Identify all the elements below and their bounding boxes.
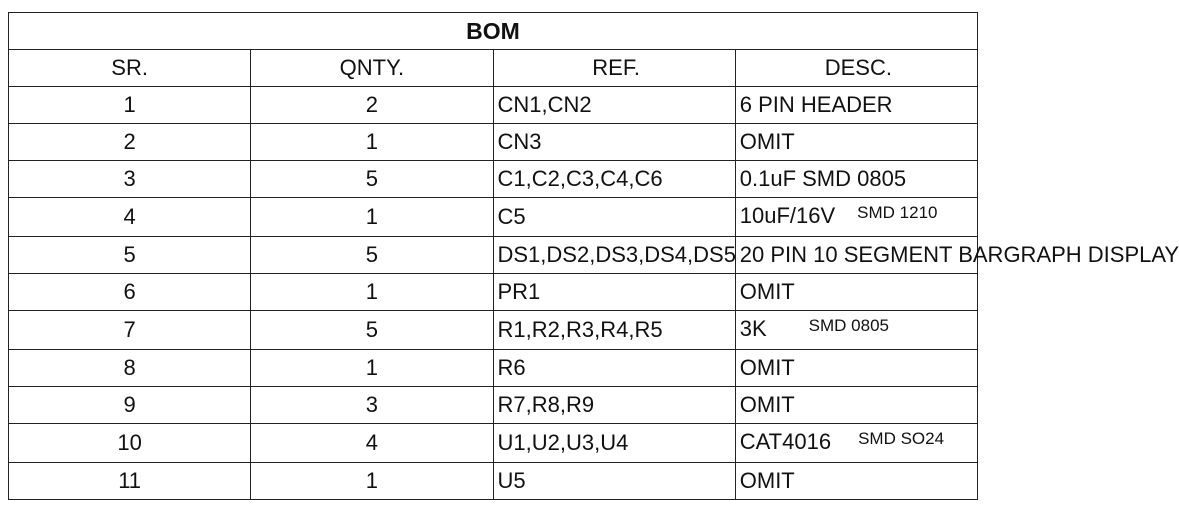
cell-sr: 6 — [9, 274, 251, 311]
cell-ref: DS1,DS2,DS3,DS4,DS5 — [493, 237, 735, 274]
cell-qty: 1 — [251, 463, 493, 500]
table-row — [9, 311, 978, 350]
cell-qty: 5 — [251, 161, 493, 198]
table-row — [9, 124, 978, 161]
table-row — [9, 387, 978, 424]
cell-ref: CN1,CN2 — [493, 87, 735, 124]
cell-ref: U1,U2,U3,U4 — [493, 424, 735, 463]
cell-desc — [735, 161, 977, 198]
bom-table — [8, 12, 1179, 500]
cell-sr: 4 — [9, 198, 251, 237]
desc-text: 0.1uF SMD 0805 — [739, 166, 907, 191]
desc-text: 20 PIN 10 SEGMENT BARGRAPH DISPLAY — [739, 242, 1179, 267]
cell-sr: 9 — [9, 387, 251, 424]
desc-text: OMIT — [739, 279, 795, 304]
cell-qty: 5 — [251, 311, 493, 350]
cell-desc — [735, 387, 977, 424]
cell-sr: 1 — [9, 87, 251, 124]
cell-qty: 5 — [251, 237, 493, 274]
cell-qty: 2 — [251, 87, 493, 124]
cell-desc — [735, 124, 977, 161]
desc-text: OMIT — [739, 468, 795, 493]
cell-sr: 5 — [9, 237, 251, 274]
cell-ref: C1,C2,C3,C4,C6 — [493, 161, 735, 198]
cell-desc — [735, 463, 977, 500]
bom-header-row — [9, 50, 978, 87]
cell-desc — [735, 350, 977, 387]
desc-text: CAT4016 — [739, 429, 832, 454]
desc-text: 10uF/16V — [739, 203, 836, 228]
table-row — [9, 198, 978, 237]
cell-ref: PR1 — [493, 274, 735, 311]
desc-text: OMIT — [739, 355, 795, 380]
table-row — [9, 237, 978, 274]
header-qty: QNTY. — [251, 50, 493, 87]
bom-title: BOM — [9, 13, 978, 50]
cell-desc — [735, 424, 977, 463]
cell-sr: 3 — [9, 161, 251, 198]
cell-desc — [735, 311, 977, 350]
package-note: SMD 1210 — [857, 203, 938, 222]
cell-qty: 3 — [251, 387, 493, 424]
cell-ref: R7,R8,R9 — [493, 387, 735, 424]
table-row — [9, 424, 978, 463]
cell-ref: CN3 — [493, 124, 735, 161]
cell-desc — [735, 198, 977, 237]
cell-desc — [735, 274, 977, 311]
package-note: SMD 0805 — [808, 316, 889, 335]
cell-sr: 8 — [9, 350, 251, 387]
cell-ref: U5 — [493, 463, 735, 500]
table-row — [9, 350, 978, 387]
table-row — [9, 87, 978, 124]
desc-text: 3K — [739, 316, 767, 341]
desc-text: OMIT — [739, 129, 795, 154]
desc-text: 6 PIN HEADER — [739, 92, 893, 117]
cell-sr: 11 — [9, 463, 251, 500]
cell-qty: 1 — [251, 198, 493, 237]
cell-qty: 4 — [251, 424, 493, 463]
cell-qty: 1 — [251, 124, 493, 161]
table-row — [9, 463, 978, 500]
header-ref: REF. — [493, 50, 735, 87]
cell-sr: 2 — [9, 124, 251, 161]
package-note: SMD SO24 — [858, 429, 945, 448]
cell-qty: 1 — [251, 274, 493, 311]
cell-ref: C5 — [493, 198, 735, 237]
cell-qty: 1 — [251, 350, 493, 387]
table-row — [9, 274, 978, 311]
bom-table-container — [8, 12, 1179, 500]
table-row — [9, 161, 978, 198]
cell-ref: R1,R2,R3,R4,R5 — [493, 311, 735, 350]
cell-desc — [735, 237, 1179, 274]
desc-text: OMIT — [739, 392, 795, 417]
cell-sr: 10 — [9, 424, 251, 463]
cell-desc — [735, 87, 977, 124]
cell-ref: R6 — [493, 350, 735, 387]
cell-sr: 7 — [9, 311, 251, 350]
bom-title-row — [9, 13, 978, 50]
header-sr: SR. — [9, 50, 251, 87]
header-desc: DESC. — [735, 50, 977, 87]
